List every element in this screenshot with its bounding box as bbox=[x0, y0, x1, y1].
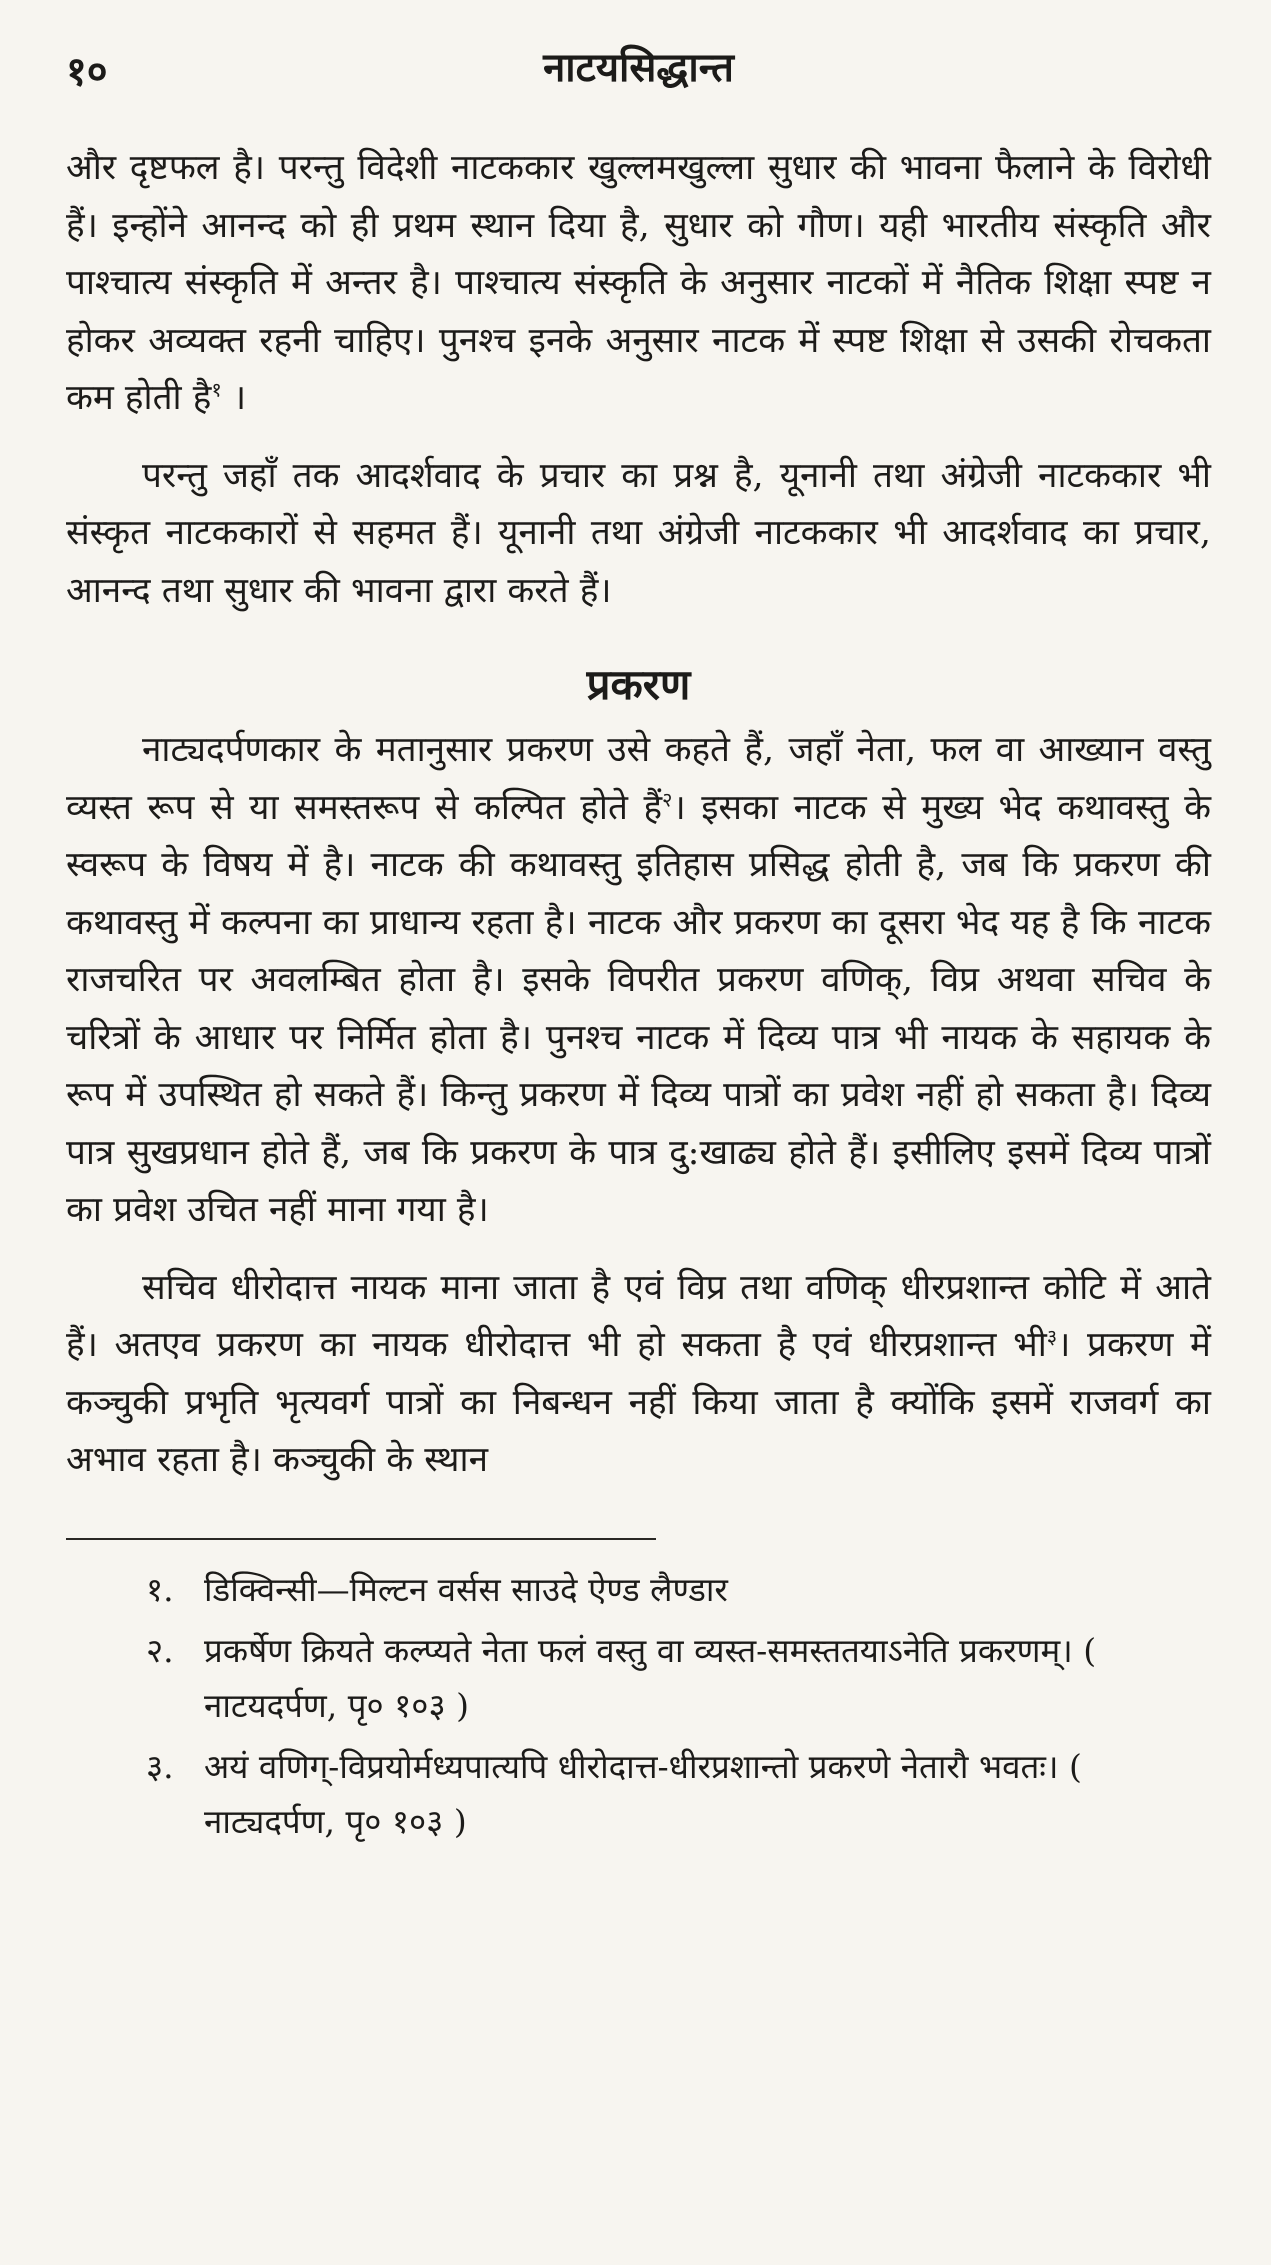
paragraph-4-rest: । प्रकरण में कञ्चुकी प्रभृति भृत्यवर्ग पात्रों का निबन्धन नहीं किया जाता है क्योंकि इसमें राजवर्ग का अभाव रहता है। कञ्चुकी के स्थान bbox=[66, 1325, 1211, 1480]
footnote-number: ३. bbox=[146, 1746, 174, 1786]
paragraph-1-text: और दृष्टफल है। परन्तु विदेशी नाटककार खुल्लमखुल्ला सुधार की भावना फैलाने के विरोधी हैं। इन्होंने आनन्द को ही प्रथम स्थान दिया है, सुधार को गौण। यही भारतीय संस्कृति और पाश्चात्य संस्कृति में अन्तर है। पाश्चात्य संस्कृति के अनुसार नाटकों में नैतिक शिक्षा स्पष्ट न होकर अव्यक्त रहनी चाहिए। पुनश्च इनके अनुसार नाटक में स्पष्ट शिक्षा से उसकी रोचकता कम होती है bbox=[66, 148, 1211, 418]
paragraph-3-text: नाट्यदर्पणकार के मतानुसार प्रकरण उसे कहते हैं, जहाँ नेता, फल वा आख्यान वस्तु व्यस्त रूप से या समस्तरूप से कल्पित होते हैं bbox=[66, 730, 1211, 828]
footnote-number: १. bbox=[146, 1569, 174, 1609]
footnote-text: अयं वणिग्-विप्रयोर्मध्यपात्यपि धीरोदात्त-धीरप्रशान्तो प्रकरणे नेतारौ भवतः। ( नाट्यदर्पण, पृ० १०३ ) bbox=[204, 1746, 1082, 1841]
page-header bbox=[66, 38, 1211, 102]
paragraph-3 bbox=[66, 722, 1211, 1240]
footnote-text: डिक्विन्सी—मिल्टन वर्सस साउदे ऐण्ड लैण्डार bbox=[204, 1569, 728, 1609]
paragraph-1-end: । bbox=[232, 378, 247, 418]
paragraph-2: परन्तु जहाँ तक आदर्शवाद के प्रचार का प्रश्न है, यूनानी तथा अंग्रेजी नाटककार भी संस्कृत नाटककारों से सहमत हैं। यूनानी तथा अंग्रेजी नाटककार भी आदर्शवाद का प्रचार, आनन्द तथा सुधार की भावना द्वारा करते हैं। bbox=[66, 455, 1211, 611]
paragraph-4 bbox=[66, 1260, 1211, 1490]
footnote-marker-3: ३ bbox=[1046, 1324, 1058, 1349]
footnotes-list bbox=[66, 1562, 1211, 1849]
paragraph-3-rest: । इसका नाटक से मुख्य भेद कथावस्तु के स्वरूप के विषय में है। नाटक की कथावस्तु इतिहास प्रसिद्ध होती है, जब कि प्रकरण की कथावस्तु में कल्पना का प्राधान्य रहता है। नाटक और प्रकरण का दूसरा भेद यह है कि नाटक राजचरित पर अवलम्बित होता है। इसके विपरीत प्रकरण वणिक्, विप्र अथवा सचिव के चरित्रों के आधार पर निर्मित होता है। पुनश्च नाटक में दिव्य पात्र भी नायक के सहायक के रूप में उपस्थित हो सकते हैं। किन्तु प्रकरण में दिव्य पात्रों का प्रवेश नहीं हो सकता है। दिव्य पात्र सुखप्रधान होते हैं, जब कि प्रकरण के पात्र दु:खाढ्य होते हैं। इसीलिए इसमें दिव्य पात्रों का प्रवेश उचित नहीं माना गया है। bbox=[66, 787, 1211, 1230]
footnote-marker-1: १ bbox=[211, 377, 222, 402]
footnote-divider bbox=[66, 1538, 656, 1540]
footnote-2 bbox=[146, 1623, 1211, 1733]
footnote-number: २. bbox=[146, 1630, 174, 1670]
footnote-3 bbox=[146, 1739, 1211, 1849]
paragraph-4-text: सचिव धीरोदात्त नायक माना जाता है एवं विप्र तथा वणिक् धीरप्रशान्त कोटि में आते हैं। अतएव प्रकरण का नायक धीरोदात्त भी हो सकता है एवं धीरप्रशान्त भी bbox=[66, 1267, 1211, 1365]
page-number: १० bbox=[66, 48, 108, 95]
footnote-marker-2: २ bbox=[662, 786, 673, 811]
running-title: नाटयसिद्धान्त bbox=[543, 44, 734, 91]
section-heading: प्रकरण bbox=[586, 660, 691, 709]
footnote-text: प्रकर्षेण क्रियते कल्प्यते नेता फलं वस्तु वा व्यस्त-समस्ततयाऽनेति प्रकरणम्। ( नाटयदर्पण, पृ० १०३ ) bbox=[204, 1630, 1097, 1725]
footnote-1 bbox=[146, 1562, 1211, 1617]
paragraph-1 bbox=[66, 140, 1211, 428]
